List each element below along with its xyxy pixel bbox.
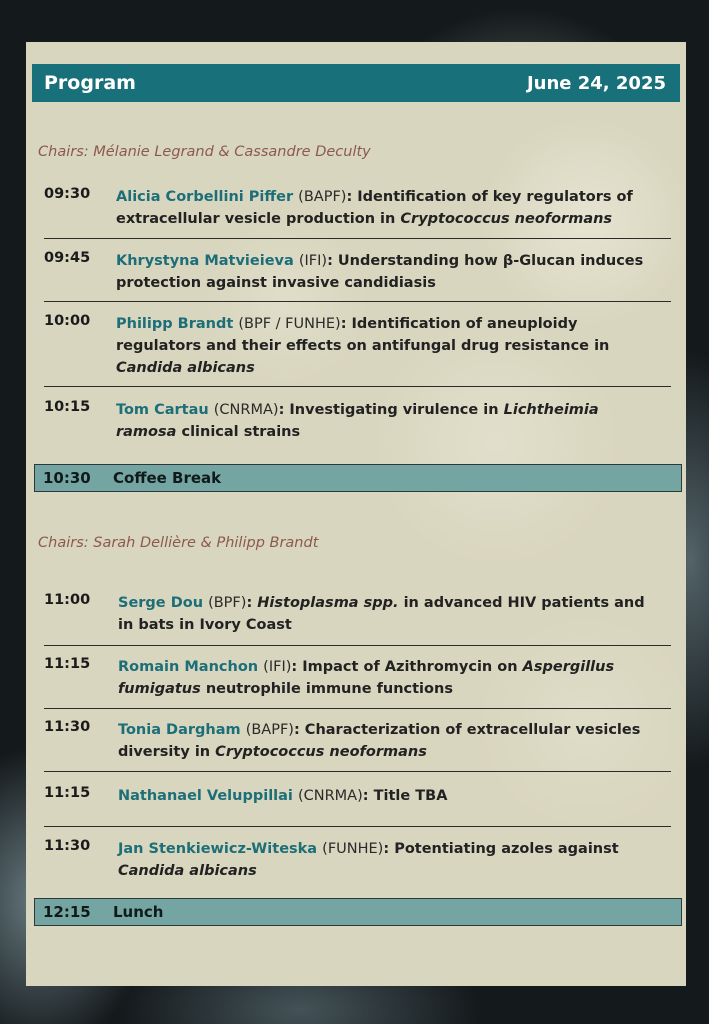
talk-time: 11:30 (44, 719, 91, 735)
talk-title: : Characterization of extracellular vesicles diversity in (118, 722, 641, 760)
talk-time: 11:30 (44, 838, 91, 854)
talk-title-italic: Candida albicans (116, 360, 255, 376)
divider (44, 386, 671, 387)
talk-institution: (FUNHE) (322, 841, 384, 857)
talk-institution: (CNRMA) (297, 788, 363, 804)
talk-speaker: Tom Cartau (116, 402, 209, 418)
divider (44, 708, 671, 709)
divider (44, 826, 671, 827)
talk-text (116, 186, 656, 230)
talk-text (118, 592, 663, 636)
talk-institution: (BAPF) (245, 722, 294, 738)
program-title: Program (44, 72, 136, 94)
talk-title-italic: Histoplasma spp. (257, 595, 399, 611)
divider (44, 645, 671, 646)
talk-speaker: Jan Stenkiewicz-Witeska (118, 841, 318, 857)
talk-institution: (IFI) (263, 659, 292, 675)
talk-time: 11:15 (44, 656, 91, 672)
divider (44, 238, 671, 239)
program-header (32, 64, 680, 102)
divider (44, 301, 671, 302)
lunch-bar (34, 898, 682, 926)
divider (44, 771, 671, 772)
talk-title: : Potentiating azoles against (383, 841, 619, 857)
talk-institution: (IFI) (298, 253, 328, 269)
talk-title-italic: Cryptococcus neoformans (215, 744, 427, 760)
talk-institution: (BPF / FUNHE) (238, 316, 341, 332)
talk-title-italic: Lichtheimia ramosa (116, 402, 599, 440)
talk-text (118, 719, 663, 763)
talk-title-end: in advanced HIV patients and in bats in Ivory Coast (118, 595, 645, 633)
talk-speaker: Khrystyna Matvieieva (116, 253, 294, 269)
talk-time: 09:45 (44, 250, 91, 266)
coffee-break-bar (34, 464, 682, 492)
talk-title: : Understanding how β-Glucan induces protection against invasive candidiasis (116, 253, 644, 291)
talk-text (118, 656, 638, 700)
break-time: 10:30 (43, 469, 91, 487)
talk-text (116, 250, 666, 294)
talk-title: : (246, 595, 258, 611)
talk-title: : Impact of Azithromycin on (291, 659, 523, 675)
talk-title-italic: Cryptococcus neoformans (400, 211, 613, 227)
talk-title: : Identification of aneuploidy regulators and their effects on antifungal drug resistance in (116, 316, 610, 354)
talk-title-end: neutrophile immune functions (200, 681, 453, 697)
talk-speaker: Nathanael Veluppillai (118, 788, 293, 804)
talk-time: 10:00 (44, 313, 91, 329)
talk-institution: (BPF) (208, 595, 247, 611)
talk-title: : Title TBA (362, 788, 448, 804)
session-chairs: Chairs: Sarah Dellière & Philipp Brandt (38, 535, 319, 551)
talk-text (118, 838, 648, 882)
talk-text (118, 785, 663, 807)
talk-institution: (BAPF) (298, 189, 347, 205)
talk-title-end: clinical strains (176, 424, 301, 440)
talk-time: 11:15 (44, 785, 91, 801)
talk-title: : Investigating virulence in (278, 402, 504, 418)
talk-text (116, 399, 636, 443)
talk-title: : Identification of key regulators of extracellular vesicle production in (116, 189, 633, 227)
talk-speaker: Alicia Corbellini Piffer (116, 189, 294, 205)
talk-time: 10:15 (44, 399, 91, 415)
talk-institution: (CNRMA) (213, 402, 279, 418)
talk-title-italic: Aspergillus fumigatus (118, 659, 615, 697)
lunch-time: 12:15 (43, 903, 91, 921)
talk-time: 11:00 (44, 592, 91, 608)
talk-speaker: Tonia Dargham (118, 722, 241, 738)
talk-speaker: Romain Manchon (118, 659, 259, 675)
session-chairs: Chairs: Mélanie Legrand & Cassandre Deculty (38, 144, 371, 160)
talk-speaker: Philipp Brandt (116, 316, 234, 332)
program-date: June 24, 2025 (526, 72, 666, 94)
lunch-label: Lunch (113, 903, 164, 921)
talk-title-italic: Candida albicans (118, 863, 257, 879)
talk-text (116, 313, 636, 379)
talk-time: 09:30 (44, 186, 91, 202)
talk-speaker: Serge Dou (118, 595, 204, 611)
break-label: Coffee Break (113, 469, 222, 487)
